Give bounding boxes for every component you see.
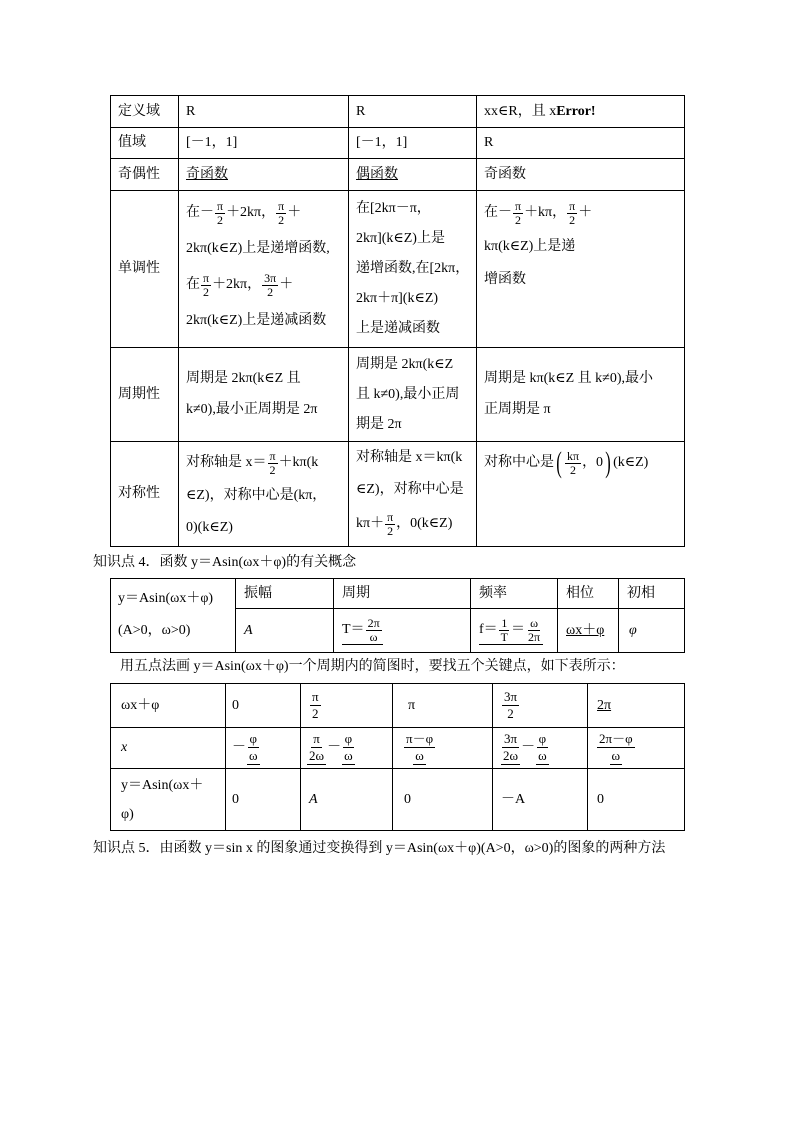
denominator: 2 <box>387 523 394 538</box>
text: ＝ <box>511 622 526 637</box>
text: 周期是 2kπ(k∈Z <box>356 356 454 372</box>
text: kπ＋ <box>356 516 385 531</box>
formula <box>479 617 557 645</box>
text: y＝Asin(ωx＋φ) <box>118 591 214 606</box>
fraction <box>342 731 355 765</box>
text: (A>0，ω>0) <box>118 623 191 638</box>
text-line <box>484 196 684 230</box>
text: y＝Asin(ωx＋ <box>121 778 204 793</box>
tan-parity: 奇函数 <box>477 159 685 191</box>
sin-parity <box>179 159 349 191</box>
numerator: 2π <box>367 615 380 630</box>
numerator: π－φ <box>406 731 434 746</box>
text-line <box>356 224 476 254</box>
text-line <box>356 380 476 410</box>
fraction <box>597 731 635 765</box>
cos-periodicity <box>349 348 477 442</box>
fraction <box>536 731 549 765</box>
text: φ) <box>121 807 134 822</box>
denominator: ω <box>611 748 621 763</box>
text: ＋2kπ， <box>212 277 262 292</box>
parity-row <box>111 159 685 191</box>
cos-domain: R <box>349 96 477 128</box>
text-line <box>186 480 348 512</box>
text: 0)(k∈Z) <box>186 520 233 535</box>
cos-monotonicity <box>349 191 477 348</box>
denominator: 2 <box>278 212 285 227</box>
initial-phase-value <box>619 609 685 653</box>
phase-cell <box>588 684 685 728</box>
function-formula <box>118 590 235 608</box>
text: 对称轴是 x＝kπ(k <box>356 450 463 465</box>
text: x <box>121 740 128 755</box>
cos-symmetry <box>349 442 477 547</box>
text: ＋ <box>279 277 294 292</box>
text-line <box>186 364 348 395</box>
text: (k∈Z) <box>613 455 649 470</box>
text: kπ(k∈Z)上是递 <box>484 239 576 254</box>
denominator: ω <box>344 748 353 763</box>
section-4-heading: 知识点 4．函数 y＝Asin(ωx＋φ)的有关概念 <box>93 555 357 570</box>
text-line <box>186 395 348 426</box>
text: － <box>521 740 536 755</box>
phase-row <box>111 684 685 728</box>
x-row <box>111 728 685 769</box>
text-line <box>356 474 476 506</box>
x-cell <box>393 728 493 769</box>
sin-range: [－1，1] <box>179 128 349 159</box>
numerator: π <box>269 448 276 463</box>
text: 且 k≠0),最小正周 <box>356 386 460 402</box>
text-line <box>186 231 348 267</box>
phase-cell: 0 <box>226 684 301 728</box>
formula <box>501 689 587 722</box>
fraction <box>502 689 519 722</box>
text-line <box>356 194 476 224</box>
function-conditions <box>118 622 235 640</box>
phase-cell: π <box>393 684 493 728</box>
sin-periodicity <box>179 348 349 442</box>
text: 对称轴是 x＝ <box>186 455 267 470</box>
tan-domain <box>477 96 685 128</box>
denominator: 2 <box>217 212 224 227</box>
header-frequency: 频率 <box>471 579 558 609</box>
numerator: π <box>278 198 285 213</box>
text-line <box>484 264 684 296</box>
text: ，0(k∈Z) <box>396 516 453 531</box>
denominator: 2 <box>570 462 577 477</box>
fraction <box>310 689 321 722</box>
text: 在 <box>186 277 200 292</box>
tan-range: R <box>477 128 685 159</box>
formula <box>342 617 470 645</box>
formula <box>306 731 392 765</box>
period-value <box>334 609 471 653</box>
numerator: φ <box>249 731 258 746</box>
text: T＝ <box>342 622 365 637</box>
fraction <box>215 200 225 227</box>
numerator: kπ <box>567 448 580 463</box>
denominator: ω <box>415 748 424 763</box>
domain-row <box>111 96 685 128</box>
monotonicity-label: 单调性 <box>111 191 179 348</box>
fraction <box>268 450 278 477</box>
cos-parity-value: 偶函数 <box>356 166 398 182</box>
numerator: ω <box>530 615 538 630</box>
numerator: π <box>313 731 320 746</box>
text: 期是 2π <box>356 416 402 432</box>
fraction <box>567 200 577 227</box>
text-line <box>186 512 348 544</box>
text: 递增函数,在[2kπ， <box>356 261 470 276</box>
cos-range: [－1，1] <box>349 128 477 159</box>
text: 在－ <box>484 205 512 220</box>
text: φ <box>629 622 637 638</box>
denominator: 2ω <box>503 748 519 763</box>
phase-row-label: ωx＋φ <box>111 684 226 728</box>
error-text: Error! <box>556 103 596 119</box>
text-line <box>186 267 348 303</box>
y-cell: 0 <box>588 769 685 831</box>
text: 在[2kπ－π， <box>356 201 431 216</box>
text: 2kπ＋π](k∈Z) <box>356 291 439 306</box>
monotonicity-row <box>111 191 685 348</box>
function-cell <box>111 579 236 653</box>
numerator: 3π <box>503 731 518 746</box>
fraction <box>262 272 278 299</box>
denominator: ω <box>538 748 547 763</box>
frequency-value <box>471 609 558 653</box>
denominator: 2 <box>267 284 274 299</box>
text-line <box>356 506 476 542</box>
range-label: 值域 <box>111 128 179 159</box>
text-line <box>484 230 684 264</box>
y-cell: 0 <box>226 769 301 831</box>
fraction <box>276 200 286 227</box>
sin-domain: R <box>179 96 349 128</box>
x-cell <box>588 728 685 769</box>
fraction <box>501 731 520 765</box>
trig-properties-table <box>110 95 685 547</box>
text: 增函数 <box>484 272 526 287</box>
numerator: π <box>515 198 522 213</box>
cos-parity <box>349 159 477 191</box>
numerator: π <box>203 270 210 285</box>
concept-header-row <box>111 579 685 609</box>
text: 2kπ](k∈Z)上是 <box>356 231 445 246</box>
text: － <box>232 740 246 755</box>
left-paren: ( <box>556 446 562 479</box>
text-line <box>356 314 476 344</box>
denominator: 2 <box>569 212 576 227</box>
text: ＋kπ， <box>524 205 567 220</box>
numerator: π <box>217 198 224 213</box>
denominator: 2 <box>515 212 522 227</box>
text-line <box>121 801 225 829</box>
text: ∈Z)，对称中心是(kπ， <box>186 488 327 503</box>
text-line <box>484 395 684 426</box>
denominator: 2 <box>312 706 319 721</box>
text: A <box>309 791 318 807</box>
tan-symmetry <box>477 442 685 547</box>
text: f＝ <box>479 622 498 637</box>
phase-cell <box>493 684 588 728</box>
numerator: φ <box>538 731 547 746</box>
formula <box>232 731 300 765</box>
periodicity-label: 周期性 <box>111 348 179 442</box>
fraction <box>513 200 523 227</box>
denominator: T <box>500 629 509 644</box>
sin-symmetry <box>179 442 349 547</box>
fraction <box>404 731 435 765</box>
underlined-group <box>342 617 383 645</box>
numerator: π <box>569 198 576 213</box>
numerator: 3π <box>264 270 277 285</box>
x-cell <box>493 728 588 769</box>
fraction <box>201 272 211 299</box>
fraction <box>385 511 395 538</box>
numerator: φ <box>344 731 353 746</box>
text-line <box>186 195 348 231</box>
sinusoid-concepts-table <box>110 578 685 653</box>
text-line <box>121 771 225 801</box>
text: ωx＋φ <box>566 622 605 638</box>
text: k≠0),最小正周期是 2π <box>186 402 318 417</box>
text: ，0 <box>582 455 604 470</box>
text: 上是递减函数 <box>356 321 440 336</box>
formula <box>596 731 684 765</box>
text: 2kπ(k∈Z)上是递减函数 <box>186 313 327 328</box>
text-line <box>356 254 476 284</box>
text-line <box>186 446 348 480</box>
text-line <box>356 442 476 474</box>
denominator: 2 <box>507 706 514 721</box>
text: 在－ <box>186 205 214 220</box>
tan-domain-text: xx∈R，且 x <box>484 103 557 119</box>
underlined-group <box>479 617 543 645</box>
parity-label: 奇偶性 <box>111 159 179 191</box>
text: 正周期是 π <box>484 402 551 417</box>
phase-cell <box>301 684 393 728</box>
text: ＋ <box>578 205 593 220</box>
fraction <box>565 450 581 477</box>
formula <box>403 731 492 765</box>
text: ∈Z)，对称中心是 <box>356 482 464 497</box>
y-cell: 0 <box>393 769 493 831</box>
five-point-table <box>110 683 685 831</box>
y-cell: －A <box>493 769 588 831</box>
symmetry-label: 对称性 <box>111 442 179 547</box>
fraction <box>247 731 260 765</box>
denominator: ω <box>369 629 378 644</box>
text: 周期是 kπ(k∈Z 且 k≠0),最小 <box>484 371 653 386</box>
denominator: ω <box>249 748 258 763</box>
sin-parity-value: 奇函数 <box>186 166 228 182</box>
text: － <box>327 740 342 755</box>
text-line <box>356 410 476 440</box>
text-line <box>186 303 348 339</box>
y-row-label <box>111 769 226 831</box>
y-row <box>111 769 685 831</box>
header-initial-phase: 初相 <box>619 579 685 609</box>
fraction <box>499 617 510 644</box>
header-phase: 相位 <box>558 579 619 609</box>
section-5-heading: 知识点 5．由函数 y＝sin x 的图象通过变换得到 y＝Asin(ωx＋φ)(A>0，ω>0)的图象的两种方法 <box>93 841 666 856</box>
text-line <box>356 350 476 380</box>
right-paren: ) <box>605 446 611 479</box>
denominator: 2 <box>203 284 210 299</box>
numerator: 2π－φ <box>599 731 633 746</box>
x-row-label <box>111 728 226 769</box>
text: 对称中心是 <box>484 455 554 470</box>
numerator: π <box>387 509 394 524</box>
denominator: 2 <box>269 462 276 477</box>
fraction <box>366 617 382 644</box>
tan-periodicity <box>477 348 685 442</box>
numerator: 3π <box>504 689 518 704</box>
text-line <box>356 284 476 314</box>
text: ＋ <box>287 205 302 220</box>
domain-label: 定义域 <box>111 96 179 128</box>
text: 2kπ(k∈Z)上是递增函数, <box>186 241 330 256</box>
range-row <box>111 128 685 159</box>
formula <box>500 731 587 765</box>
denominator: 2ω <box>309 748 325 763</box>
header-period: 周期 <box>334 579 471 609</box>
amplitude-value <box>236 609 334 653</box>
x-cell <box>301 728 393 769</box>
text-line <box>484 446 684 480</box>
five-point-intro: 用五点法画 y＝Asin(ωx＋φ)一个周期内的简图时，要找五个关键点，如下表所示： <box>120 659 625 674</box>
text: ＋2kπ， <box>226 205 276 220</box>
periodicity-row <box>111 348 685 442</box>
fraction <box>307 731 326 765</box>
header-amplitude: 振幅 <box>236 579 334 609</box>
denominator: 2π <box>528 629 541 644</box>
symmetry-row <box>111 442 685 547</box>
fraction <box>526 617 542 644</box>
numerator: 1 <box>501 615 508 630</box>
numerator: π <box>312 689 319 704</box>
sin-monotonicity <box>179 191 349 348</box>
formula <box>309 689 392 722</box>
tan-monotonicity <box>477 191 685 348</box>
text: 2π <box>597 697 612 713</box>
x-cell <box>226 728 301 769</box>
text: ＋kπ(k <box>278 455 319 470</box>
y-cell <box>301 769 393 831</box>
text-line <box>484 364 684 395</box>
text: 周期是 2kπ(k∈Z 且 <box>186 371 301 386</box>
phase-value <box>558 609 619 653</box>
text: A <box>244 622 253 638</box>
